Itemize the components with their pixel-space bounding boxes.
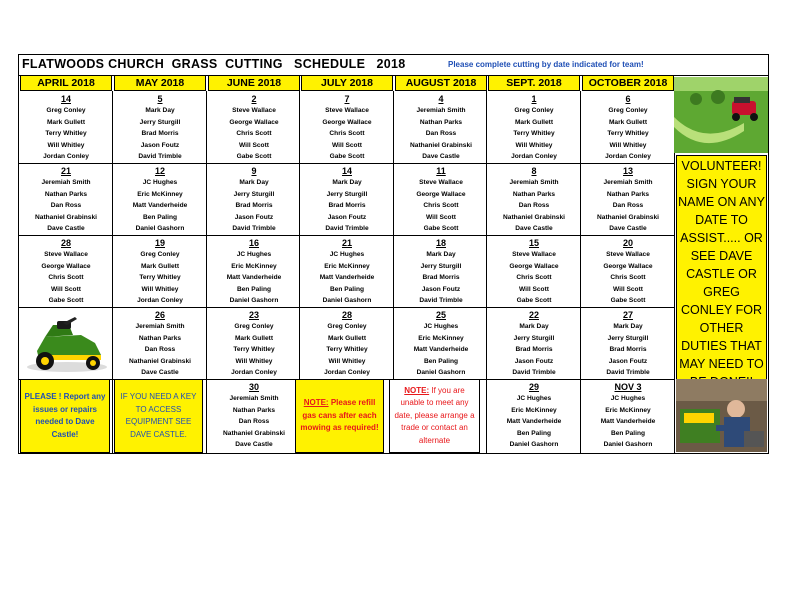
month-header: SEPT. 2018 — [488, 75, 580, 91]
volunteer-name: Dan Ross — [50, 202, 82, 210]
cell-date: 19 — [154, 238, 165, 248]
volunteer-name: Chris Scott — [516, 274, 552, 282]
cell-date: 29 — [528, 382, 539, 392]
volunteer-name: Will Scott — [332, 141, 362, 149]
cell-date: 2 — [251, 94, 257, 104]
schedule-cell — [488, 164, 580, 236]
cell-date: 26 — [154, 310, 165, 320]
cell-date: 16 — [248, 238, 259, 248]
volunteer-name: Jordan Conley — [137, 297, 183, 305]
column-divider — [112, 91, 113, 453]
cell-date: 22 — [528, 310, 539, 320]
volunteer-name: Will Whitley — [609, 141, 647, 149]
volunteer-name: Jordan Conley — [324, 369, 370, 377]
schedule-cell — [208, 164, 300, 236]
volunteer-name: Mark Gullett — [514, 118, 554, 126]
cell-date: 28 — [341, 310, 352, 320]
riding-mower-photo — [23, 311, 111, 375]
volunteer-name: Eric McKinney — [605, 406, 651, 414]
row-divider — [19, 163, 674, 164]
volunteer-name: Greg Conley — [608, 107, 648, 114]
schedule-cell — [488, 380, 580, 452]
volunteer-name: Daniel Gashorn — [509, 441, 559, 449]
volunteer-name: Terry Whitley — [607, 130, 649, 138]
month-header: APRIL 2018 — [20, 75, 112, 91]
volunteer-name: JC Hughes — [329, 251, 365, 258]
volunteer-name: Terry Whitley — [233, 346, 275, 354]
volunteer-name: Gabe Scott — [423, 225, 459, 233]
page-title: FLATWOODS CHURCH GRASS CUTTING SCHEDULE 2018 — [22, 57, 406, 71]
volunteer-name: JC Hughes — [610, 395, 646, 402]
row-divider — [19, 235, 674, 236]
cell-date: 6 — [625, 94, 631, 104]
schedule-cell — [301, 308, 393, 380]
gas-note-label: NOTE: — [303, 398, 329, 408]
volunteer-name: Chris Scott — [329, 130, 365, 138]
cell-date: 4 — [438, 94, 444, 104]
schedule-cell — [301, 164, 393, 236]
volunteer-name: Mark Day — [239, 179, 269, 186]
volunteer-name: Jerry Sturgill — [607, 334, 649, 342]
volunteer-name: JC Hughes — [423, 323, 459, 330]
trade-note-label: NOTE: — [404, 385, 430, 395]
month-header: OCTOBER 2018 — [582, 75, 674, 91]
volunteer-name: Will Whitley — [47, 141, 85, 149]
cell-date: 11 — [436, 166, 446, 176]
volunteer-name: Daniel Gashorn — [135, 225, 185, 233]
volunteer-name: Mark Gullett — [46, 118, 86, 126]
volunteer-name: Jeremiah Smith — [229, 395, 279, 402]
volunteer-name: Dave Castle — [609, 225, 647, 233]
volunteer-name: Nathaniel Grabinski — [35, 213, 97, 221]
volunteer-name: JC Hughes — [236, 251, 272, 258]
column-divider — [580, 91, 581, 453]
volunteer-name: Jordan Conley — [43, 153, 89, 161]
volunteer-name: Dan Ross — [425, 130, 457, 138]
volunteer-name: Matt Vanderheide — [226, 274, 282, 282]
schedule-cell — [208, 236, 300, 308]
cell-date: 21 — [60, 166, 71, 176]
gas-refill-note — [295, 379, 384, 453]
schedule-cell — [395, 236, 487, 308]
cell-date: 18 — [435, 238, 446, 248]
volunteer-name: Will Scott — [426, 213, 456, 221]
volunteer-name: George Wallace — [416, 190, 466, 198]
volunteer-name: Greg Conley — [234, 323, 274, 330]
volunteer-name: Daniel Gashorn — [322, 297, 372, 305]
volunteer-name: Jerry Sturgill — [139, 118, 181, 126]
volunteer-name: Chris Scott — [236, 130, 272, 138]
volunteer-name: Steve Wallace — [44, 251, 88, 258]
schedule-cell — [20, 92, 112, 164]
volunteer-name: Terry Whitley — [139, 274, 181, 282]
volunteer-name: Nathan Parks — [606, 190, 650, 198]
volunteer-name: Matt Vanderheide — [319, 274, 375, 282]
volunteer-name: Nathan Parks — [232, 406, 276, 414]
volunteer-name: Jerry Sturgill — [326, 190, 368, 198]
volunteer-name: Eric McKinney — [231, 262, 277, 270]
cell-date: 14 — [341, 166, 352, 176]
cell-date: 20 — [622, 238, 633, 248]
volunteer-name: Matt Vanderheide — [413, 346, 469, 354]
cell-date: 28 — [60, 238, 71, 248]
gas-note-text: Please refill gas cans after each mowing as required! — [300, 398, 379, 433]
volunteer-name: Eric McKinney — [324, 262, 370, 270]
volunteer-name: Ben Paling — [236, 285, 272, 293]
volunteer-name: Brad Morris — [609, 346, 647, 354]
volunteer-name: Nathaniel Grabinski — [597, 213, 659, 221]
volunteer-name: Jason Foutz — [608, 357, 648, 365]
volunteer-name: Chris Scott — [610, 274, 646, 282]
volunteer-name: Mark Day — [426, 251, 456, 258]
volunteer-name: Mark Gullett — [608, 118, 648, 126]
schedule-cell — [114, 236, 206, 308]
cell-date: 14 — [60, 94, 71, 104]
schedule-cell — [488, 308, 580, 380]
volunteer-name: Mark Day — [613, 323, 643, 330]
volunteer-name: Will Scott — [239, 141, 269, 149]
row-divider — [19, 307, 674, 308]
cell-date: 23 — [248, 310, 259, 320]
volunteer-name: David Trimble — [325, 225, 369, 233]
mechanic-repair-photo — [676, 379, 767, 452]
volunteer-name: George Wallace — [41, 262, 91, 270]
volunteer-name: Jerry Sturgill — [513, 334, 555, 342]
schedule-cell — [114, 308, 206, 380]
column-divider — [486, 91, 487, 453]
column-divider — [206, 91, 207, 453]
volunteer-name: Dan Ross — [144, 346, 176, 354]
volunteer-name: Brad Morris — [141, 130, 179, 138]
volunteer-name: Chris Scott — [423, 202, 459, 210]
schedule-cell — [582, 92, 674, 164]
volunteer-name: Nathaniel Grabinski — [223, 429, 285, 437]
cell-date: 5 — [157, 94, 163, 104]
volunteer-name: Eric McKinney — [511, 406, 557, 414]
cell-date: 7 — [344, 94, 350, 104]
month-header: JUNE 2018 — [208, 75, 300, 91]
volunteer-name: Ben Paling — [329, 285, 365, 293]
title-bar — [19, 55, 768, 76]
schedule-cell — [582, 236, 674, 308]
cell-date: 9 — [251, 166, 257, 176]
volunteer-name: Dave Castle — [141, 369, 179, 377]
schedule-cell — [582, 164, 674, 236]
schedule-cell — [20, 164, 112, 236]
cell-date: 1 — [531, 94, 537, 104]
volunteer-name: Nathan Parks — [138, 334, 182, 342]
volunteer-name: Matt Vanderheide — [132, 202, 188, 210]
volunteer-name: Steve Wallace — [512, 251, 556, 258]
volunteer-name: Chris Scott — [48, 274, 84, 282]
cell-date: 15 — [528, 238, 539, 248]
volunteer-name: Will Scott — [51, 285, 81, 293]
lawn-mower-logo — [674, 77, 768, 153]
volunteer-name: Ben Paling — [610, 429, 646, 437]
volunteer-name: Will Whitley — [328, 357, 366, 365]
volunteer-name: JC Hughes — [516, 395, 552, 402]
volunteer-name: Jerry Sturgill — [420, 262, 462, 270]
volunteer-name: Steve Wallace — [325, 107, 369, 114]
volunteer-name: Greg Conley — [46, 107, 86, 114]
volunteer-name: Jordan Conley — [511, 153, 557, 161]
volunteer-name: Jason Foutz — [234, 213, 274, 221]
volunteer-name: George Wallace — [509, 262, 559, 270]
schedule-cell — [208, 380, 300, 452]
schedule-cell — [488, 92, 580, 164]
cell-date: NOV 3 — [614, 382, 642, 392]
schedule-cell — [395, 92, 487, 164]
volunteer-notice: VOLUNTEER! SIGN YOUR NAME ON ANY DATE TO ASSIST..... OR SEE DAVE CASTLE OR GREG CONLEY FOR OTHER DUTIES THAT MAY NEED TO — [676, 155, 767, 432]
volunteer-name: Steve Wallace — [419, 179, 463, 186]
cell-date: 30 — [248, 382, 259, 392]
volunteer-name: Gabe Scott — [610, 297, 646, 305]
title-note: Please complete cutting by date indicated for team! — [448, 60, 644, 69]
volunteer-name: Jerry Sturgill — [233, 190, 275, 198]
equipment-key-note: IF YOU NEED A KEY TO ACCESS EQUIPMENT SEE DAVE CASTLE. — [114, 379, 203, 453]
schedule-sheet — [18, 54, 769, 454]
cell-date: 25 — [435, 310, 446, 320]
volunteer-name: Mark Day — [519, 323, 549, 330]
volunteer-name: Dan Ross — [518, 202, 550, 210]
month-header: JULY 2018 — [301, 75, 393, 91]
volunteer-name: Dave Castle — [515, 225, 553, 233]
volunteer-name: Nathaniel Grabinski — [129, 357, 191, 365]
volunteer-name: George Wallace — [229, 118, 279, 126]
volunteer-name: Gabe Scott — [236, 153, 272, 161]
volunteer-name: Brad Morris — [328, 202, 366, 210]
volunteer-name: Mark Gullett — [140, 262, 180, 270]
volunteer-name: Dave Castle — [47, 225, 85, 233]
volunteer-name: Gabe Scott — [48, 297, 84, 305]
volunteer-name: Eric McKinney — [137, 190, 183, 198]
volunteer-name: Matt Vanderheide — [506, 418, 562, 426]
schedule-cell — [301, 236, 393, 308]
volunteer-name: Gabe Scott — [329, 153, 365, 161]
volunteer-name: Will Whitley — [515, 141, 553, 149]
volunteer-name: Daniel Gashorn — [229, 297, 279, 305]
volunteer-name: Terry Whitley — [513, 130, 555, 138]
volunteer-name: Jeremiah Smith — [416, 107, 466, 114]
volunteer-name: JC Hughes — [142, 179, 178, 186]
schedule-cell — [395, 308, 487, 380]
volunteer-name: Greg Conley — [327, 323, 367, 330]
volunteer-name: Jeremiah Smith — [41, 179, 91, 186]
volunteer-name: Jason Foutz — [327, 213, 367, 221]
schedule-cell — [301, 92, 393, 164]
volunteer-name: Jason Foutz — [421, 285, 461, 293]
schedule-cell — [582, 308, 674, 380]
cell-date: 12 — [154, 166, 165, 176]
cell-date: 27 — [622, 310, 633, 320]
cell-date: 13 — [622, 166, 633, 176]
month-header: MAY 2018 — [114, 75, 206, 91]
volunteer-name: Jeremiah Smith — [135, 323, 185, 330]
report-issues-note: PLEASE ! Report any issues or repairs needed to Dave Castle! — [20, 379, 110, 453]
schedule-cell — [20, 236, 112, 308]
volunteer-name: Dave Castle — [422, 153, 460, 161]
volunteer-name: Will Scott — [613, 285, 643, 293]
volunteer-name: Nathan Parks — [44, 190, 88, 198]
volunteer-name: Brad Morris — [422, 274, 460, 282]
volunteer-name: David Trimble — [512, 369, 556, 377]
volunteer-name: David Trimble — [606, 369, 650, 377]
volunteer-name: Matt Vanderheide — [600, 418, 656, 426]
volunteer-name: Nathan Parks — [419, 118, 463, 126]
volunteer-name: Ben Paling — [516, 429, 552, 437]
volunteer-name: Jordan Conley — [605, 153, 651, 161]
volunteer-name: Brad Morris — [515, 346, 553, 354]
volunteer-name: George Wallace — [322, 118, 372, 126]
volunteer-name: Eric McKinney — [418, 334, 464, 342]
volunteer-name: David Trimble — [232, 225, 276, 233]
volunteer-name: Nathaniel Grabinski — [410, 141, 472, 149]
volunteer-name: Jeremiah Smith — [603, 179, 653, 186]
volunteer-name: Dave Castle — [235, 441, 273, 449]
volunteer-name: Mark Gullett — [327, 334, 367, 342]
volunteer-name: Ben Paling — [142, 213, 178, 221]
schedule-cell — [114, 164, 206, 236]
schedule-cell — [582, 380, 674, 452]
volunteer-name: Steve Wallace — [232, 107, 276, 114]
volunteer-name: Steve Wallace — [606, 251, 650, 258]
volunteer-name: David Trimble — [419, 297, 463, 305]
volunteer-name: Jeremiah Smith — [509, 179, 559, 186]
volunteer-name: Jason Foutz — [140, 141, 180, 149]
volunteer-name: Daniel Gashorn — [603, 441, 653, 449]
volunteer-name: Dan Ross — [238, 418, 270, 426]
volunteer-name: Gabe Scott — [516, 297, 552, 305]
volunteer-name: Jason Foutz — [514, 357, 554, 365]
cell-date: 21 — [341, 238, 352, 248]
month-header: AUGUST 2018 — [395, 75, 487, 91]
cell-date: 8 — [531, 166, 537, 176]
trade-note-text: If you are unable to meet any date, please arrange a trade or contact an alternate — [394, 385, 475, 445]
volunteer-name: Will Whitley — [141, 285, 179, 293]
volunteer-name: Greg Conley — [140, 251, 180, 258]
volunteer-name: Greg Conley — [514, 107, 554, 114]
volunteer-name: Mark Day — [145, 107, 175, 114]
volunteer-name: Brad Morris — [235, 202, 273, 210]
schedule-cell — [114, 92, 206, 164]
volunteer-name: Terry Whitley — [326, 346, 368, 354]
volunteer-name: Ben Paling — [423, 357, 459, 365]
schedule-cell — [488, 236, 580, 308]
volunteer-name: Terry Whitley — [45, 130, 87, 138]
volunteer-name: Dan Ross — [612, 202, 644, 210]
volunteer-name: David Trimble — [138, 153, 182, 161]
volunteer-name: Jordan Conley — [231, 369, 277, 377]
trade-date-note — [389, 379, 480, 453]
volunteer-name: Mark Gullett — [234, 334, 274, 342]
volunteer-name: Nathaniel Grabinski — [503, 213, 565, 221]
volunteer-name: Will Scott — [519, 285, 549, 293]
volunteer-name: George Wallace — [603, 262, 653, 270]
volunteer-name: Daniel Gashorn — [416, 369, 466, 377]
schedule-cell — [208, 92, 300, 164]
volunteer-name: Mark Day — [332, 179, 362, 186]
schedule-cell — [395, 164, 487, 236]
schedule-cell — [208, 308, 300, 380]
volunteer-name: Nathan Parks — [512, 190, 556, 198]
volunteer-name: Will Whitley — [235, 357, 273, 365]
